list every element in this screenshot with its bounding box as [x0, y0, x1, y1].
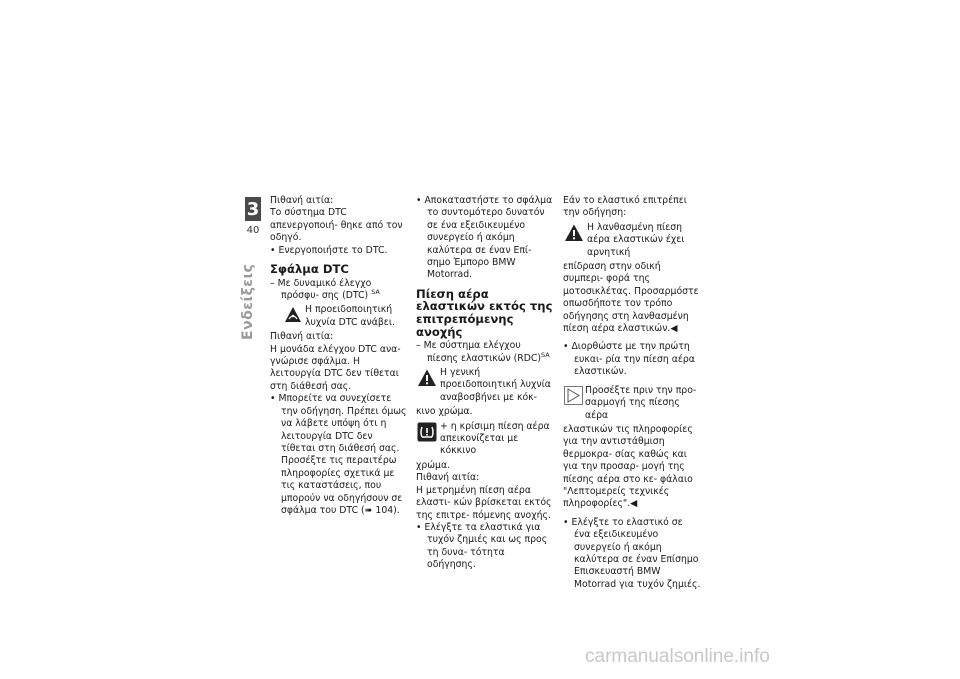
dash-text: – Με δυναμικό έλεγχο πρόσφυ- σης (DTC): [270, 277, 372, 302]
wrong-pressure-text: Η λανθασμένη πίεση αέρα ελαστικών έχει αρνητική: [587, 221, 685, 258]
text-dtc-unit-fault: Η μονάδα ελέγχου DTC ανα- γνώρισε σφάλμα. Η λειτουργία DTC δεν τίθεται στη διάθεσή σας.: [270, 343, 401, 392]
text-cause-label: Πιθανή αιτία:: [270, 195, 334, 206]
tire-pressure-text-cont: χρώμα.: [416, 459, 451, 471]
dtc-lamp-note: [270, 304, 408, 329]
chapter-side-title: Ενδείξεις: [240, 263, 256, 340]
bullet-check-tires: • Ελέγξτε τα ελαστικά για τυχόν ζημιές και ως προς τη δυνα- τότητα οδήγησης.: [416, 521, 548, 571]
sa-superscript-2: SA: [541, 350, 550, 359]
dash-dtc-option: [270, 278, 408, 303]
text-cause-label-3: Πιθανή αιτία:: [416, 472, 480, 484]
page-number: 40: [246, 225, 260, 236]
bullet-correct-pressure: • Διορθώστε με την πρώτη ευκαι- ρία την πίεση αέρα ελαστικών.: [563, 341, 695, 378]
column-3: [563, 195, 701, 591]
tire-pressure-warning-icon: [417, 422, 437, 446]
pressure-adjust-text: Προσέξτε πριν την προ- σαρμογή της πίεσης αέρα: [585, 384, 697, 421]
tire-pressure-text: + η κρίσιμη πίεση αέρα απεικονίζεται με κόκκινο: [440, 420, 550, 457]
watermark: carmanualsonline.info: [585, 646, 770, 667]
pressure-adjust-text-cont: ελαστικών τις πληροφορίες για την αντιστάθμιση θερμοκρα- σίας καθώς και για την προσαρ- μογή της πίεσης αέρα στο κε- φάλαιο "Λεπτομερείς τεχνικές πληροφορίες".◀: [563, 423, 693, 510]
bullet-repair-fault: • Αποκαταστήστε το σφάλμα το συντομότερο δυνατόν σε ένα εξειδικευμένο συνεργείο ή ακόμη καλύτερα σε έναν Επί- σημο Έμπορο BMW Motorrad.: [416, 195, 553, 281]
dtc-warning-lamp-icon: [283, 305, 303, 329]
sa-superscript: SA: [371, 287, 380, 296]
general-warning-note: [416, 367, 554, 404]
bullet-continue-text: • Μπορείτε να συνεχίσετε την οδήγηση. Πρέπει όμως να λάβετε υπόψη ότι η λειτουργία DTC δεν τίθεται στη διάθεσή σας. Προσέξτε τις περαιτέρω πληροφορίες σχετικά με τις καταστάσεις, που μπορούν να οδηγήσουν σε σφάλμα του DTC: [270, 393, 407, 516]
bullet-check-tire-workshop: • Ελέγξτε το ελαστικό σε ένα εξειδικευμένο συνεργείο ή ακόμη καλύτερα σε έναν Επίσημο Επισκευαστή BMW Motorrad για τυχόν ζημιές.: [563, 516, 701, 590]
text-pressure-out-of-range: Η μετρημένη πίεση αέρα ελαστι- κών βρίσκεται εκτός της επιτρε- πόμενης ανοχής.: [416, 484, 552, 521]
chapter-number: 3: [246, 198, 260, 220]
text-cause: Το σύστημα DTC απενεργοποιή- θηκε από τον οδηγό.: [270, 207, 403, 244]
text-cause-label-2: Πιθανή αιτία:: [270, 331, 334, 343]
dash-rdc-text: – Με σύστημα ελέγχου πίεσης ελαστικών (RDC): [416, 340, 542, 364]
bullet-activate-dtc: • Ενεργοποιήστε το DTC.: [270, 244, 388, 256]
general-warning-text-cont: κινο χρώμα.: [416, 406, 473, 418]
column-2: [416, 195, 554, 572]
chapter-number-tab: [245, 197, 261, 221]
wrong-pressure-text-cont: επίδραση στην οδική συμπερι- φορά της μοτοσικλέτας. Προσαρμόστε οπωσδήποτε τον τρόπο οδήγησης στη λανθασμένη πίεση αέρα ελαστικών.◀: [563, 261, 699, 335]
heading-tire-pressure: Πίεση αέρα ελαστικών εκτός της επιτρεπόμενης ανοχής: [416, 286, 553, 339]
bullet-continue-riding: [270, 393, 408, 517]
warning-triangle-icon: [417, 368, 437, 392]
dtc-lamp-text: Η προειδοποιητική λυχνία DTC ανάβει.: [305, 304, 395, 328]
column-1: [270, 195, 408, 517]
text-if-tire-allows: Εάν το ελαστικό επιτρέπει την οδήγηση:: [563, 195, 687, 219]
note-triangle-icon: [564, 386, 583, 405]
pressure-adjust-note: [563, 385, 701, 422]
page-reference[interactable]: (➠ 104).: [361, 504, 400, 516]
dash-rdc-option: [416, 340, 554, 365]
general-warning-text: Η γενική προειδοποιητική λυχνία αναβοσβήνει με κόκ-: [440, 367, 551, 403]
heading-dtc-fault: Σφάλμα DTC: [270, 262, 349, 277]
tire-pressure-note: [416, 421, 554, 458]
wrong-pressure-warning: [563, 222, 701, 259]
warning-triangle-icon: [564, 223, 584, 247]
